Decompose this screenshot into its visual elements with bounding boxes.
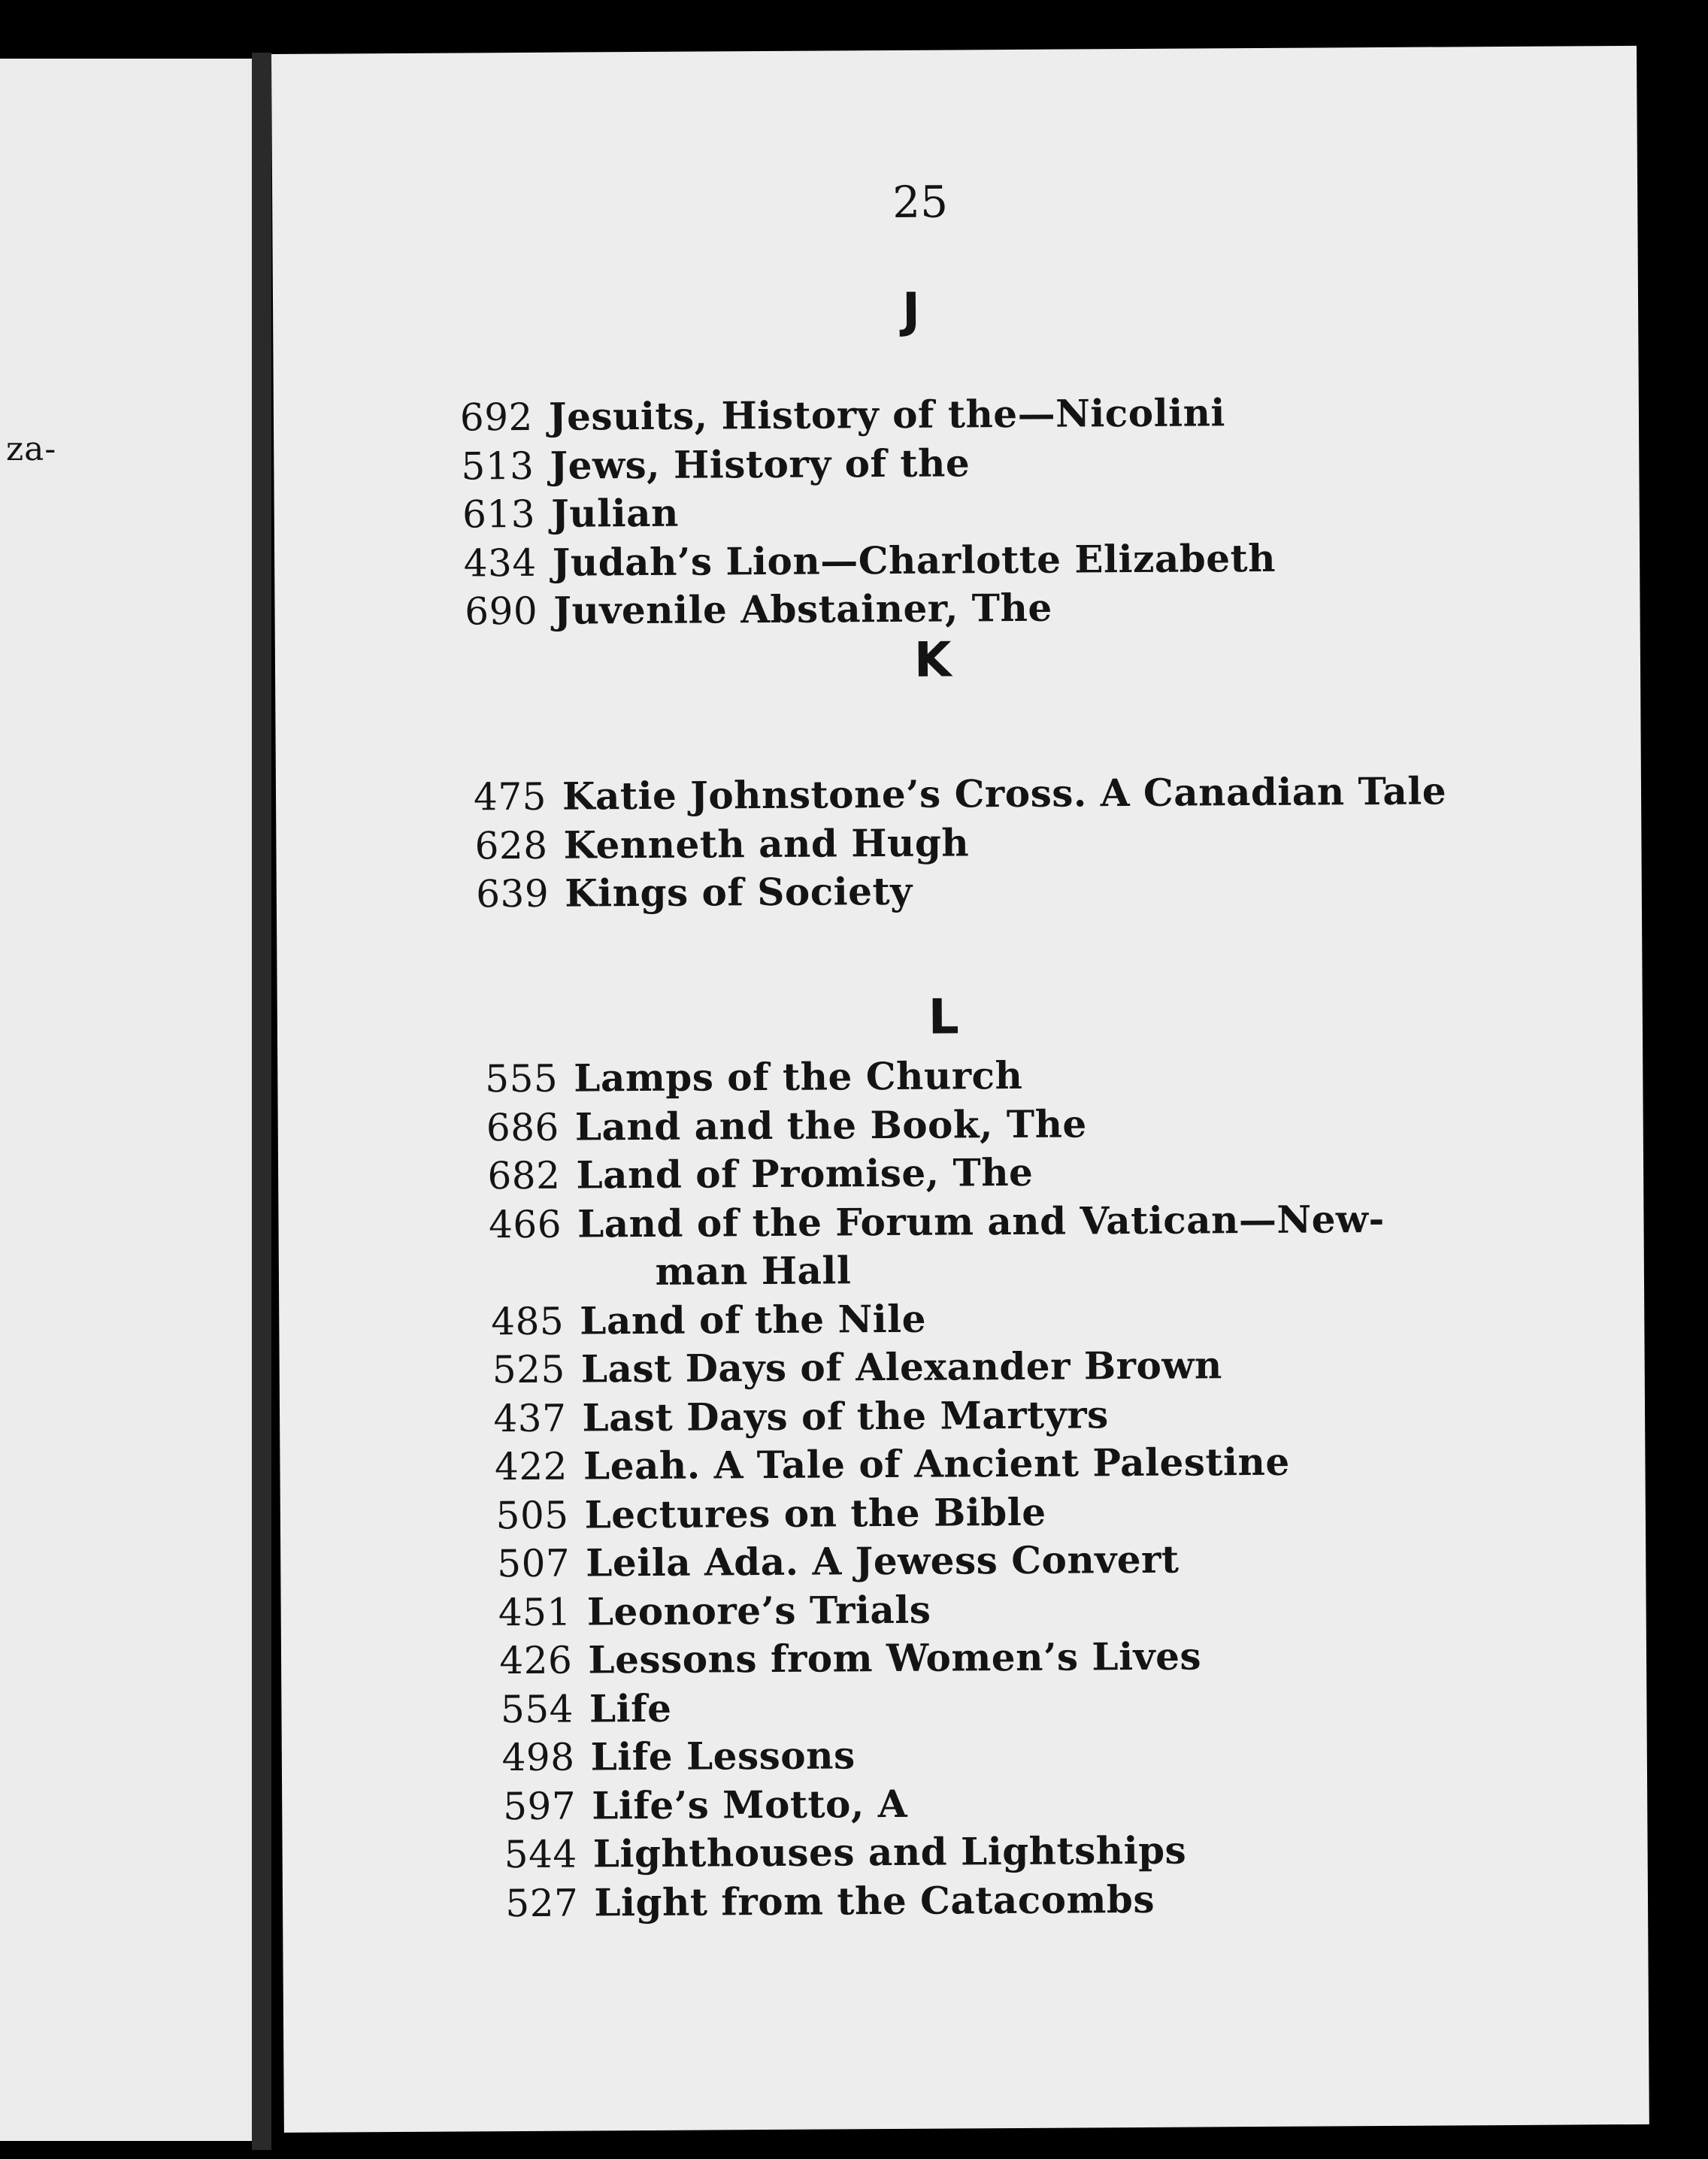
entry-number: 485 xyxy=(491,1299,565,1343)
entry-title: Land of the Forum and Vatican—New- xyxy=(577,1196,1385,1246)
entry-title: Last Days of Alexander Brown xyxy=(580,1343,1222,1391)
entry-title: Life’s Motto, A xyxy=(592,1781,908,1827)
entry-number: 639 xyxy=(476,871,550,916)
entry-title: Leonore’s Trials xyxy=(586,1587,931,1634)
right-page xyxy=(271,46,1649,2133)
entry-number: 544 xyxy=(504,1832,577,1877)
index-entry xyxy=(504,1828,1187,1877)
index-entry xyxy=(499,1634,1201,1682)
index-entry xyxy=(474,768,1446,819)
entry-title: Land of the Nile xyxy=(580,1296,927,1343)
index-entry xyxy=(501,1733,855,1779)
entry-number: 475 xyxy=(473,774,547,819)
entry-number: 682 xyxy=(487,1153,561,1198)
entry-number: 507 xyxy=(497,1541,571,1586)
entry-title: Kenneth and Hugh xyxy=(563,819,970,868)
entry-number: 597 xyxy=(503,1784,577,1828)
index-entry xyxy=(460,390,1225,439)
index-entry xyxy=(501,1685,672,1731)
entry-title: Leila Ada. A Jewess Convert xyxy=(586,1537,1180,1585)
entry-number: 686 xyxy=(486,1105,560,1149)
book-gutter xyxy=(252,53,271,2150)
entry-continuation: man Hall xyxy=(655,1248,852,1294)
index-entry xyxy=(505,1876,1155,1924)
entry-title: Jesuits, History of the—Nicolini xyxy=(548,390,1226,439)
index-entry xyxy=(465,586,1052,634)
entry-number: 498 xyxy=(501,1735,575,1780)
left-page xyxy=(0,59,252,2141)
entry-title: Lamps of the Church xyxy=(574,1052,1023,1101)
index-entry xyxy=(461,441,970,488)
index-entry xyxy=(492,1343,1222,1391)
entry-title: Leah. A Tale of Ancient Palestine xyxy=(583,1439,1290,1488)
entry-title: Kings of Society xyxy=(565,868,913,916)
index-entry xyxy=(462,491,679,537)
entry-number: 513 xyxy=(461,444,535,488)
index-entry xyxy=(487,1150,1033,1198)
entry-number: 690 xyxy=(465,589,538,634)
entry-title: Judah’s Lion—Charlotte Elizabeth xyxy=(552,535,1276,585)
index-entry xyxy=(497,1537,1180,1586)
entry-title: Land and the Book, The xyxy=(574,1101,1087,1149)
page-number: 25 xyxy=(892,176,949,228)
index-entry xyxy=(495,1489,1046,1537)
left-page-text-fragment: za- xyxy=(6,430,57,468)
entry-title: Julian xyxy=(550,490,680,536)
index-entry xyxy=(476,869,913,916)
entry-number: 613 xyxy=(462,492,536,537)
entry-number: 437 xyxy=(493,1396,567,1440)
entry-number: 422 xyxy=(494,1444,568,1489)
entry-title: Katie Johnstone’s Cross. A Canadian Tale xyxy=(562,768,1447,819)
entry-number: 525 xyxy=(492,1347,565,1392)
index-entry xyxy=(485,1053,1022,1101)
entry-number: 451 xyxy=(498,1590,571,1634)
entry-title: Last Days of the Martyrs xyxy=(582,1391,1109,1440)
index-entry xyxy=(495,1440,1290,1488)
entry-number: 628 xyxy=(474,823,548,868)
entry-number: 554 xyxy=(500,1687,574,1731)
entry-title: Lessons from Women’s Lives xyxy=(588,1634,1202,1682)
entry-title: Jews, History of the xyxy=(550,440,971,488)
entry-number: 426 xyxy=(499,1638,573,1683)
section-letter-1: K xyxy=(913,632,952,689)
entry-title: Light from the Catacombs xyxy=(594,1876,1155,1924)
section-letter-2: L xyxy=(928,989,959,1046)
entry-number: 555 xyxy=(485,1056,559,1101)
entry-number: 505 xyxy=(495,1493,569,1537)
entry-title: Juvenile Abstainer, The xyxy=(553,585,1052,633)
entry-title: Lighthouses and Lightships xyxy=(592,1827,1187,1876)
entry-number: 434 xyxy=(463,541,537,585)
entry-number: 466 xyxy=(488,1202,562,1246)
index-entry xyxy=(486,1101,1087,1149)
index-entry xyxy=(491,1296,926,1343)
index-entry xyxy=(489,1196,1385,1246)
entry-title: Land of Promise, The xyxy=(576,1149,1034,1198)
index-entry xyxy=(493,1392,1109,1440)
index-entry xyxy=(464,535,1276,585)
index-entry xyxy=(474,820,969,868)
entry-title: Lectures on the Bible xyxy=(584,1489,1046,1537)
index-entry xyxy=(503,1781,907,1827)
index-entry xyxy=(498,1587,931,1634)
entry-title: Life Lessons xyxy=(590,1733,856,1779)
index-list xyxy=(271,46,1637,1925)
entry-number: 692 xyxy=(459,395,534,440)
section-letter-0: J xyxy=(901,283,921,339)
entry-title: Life xyxy=(589,1685,672,1731)
entry-number: 527 xyxy=(505,1881,579,1925)
